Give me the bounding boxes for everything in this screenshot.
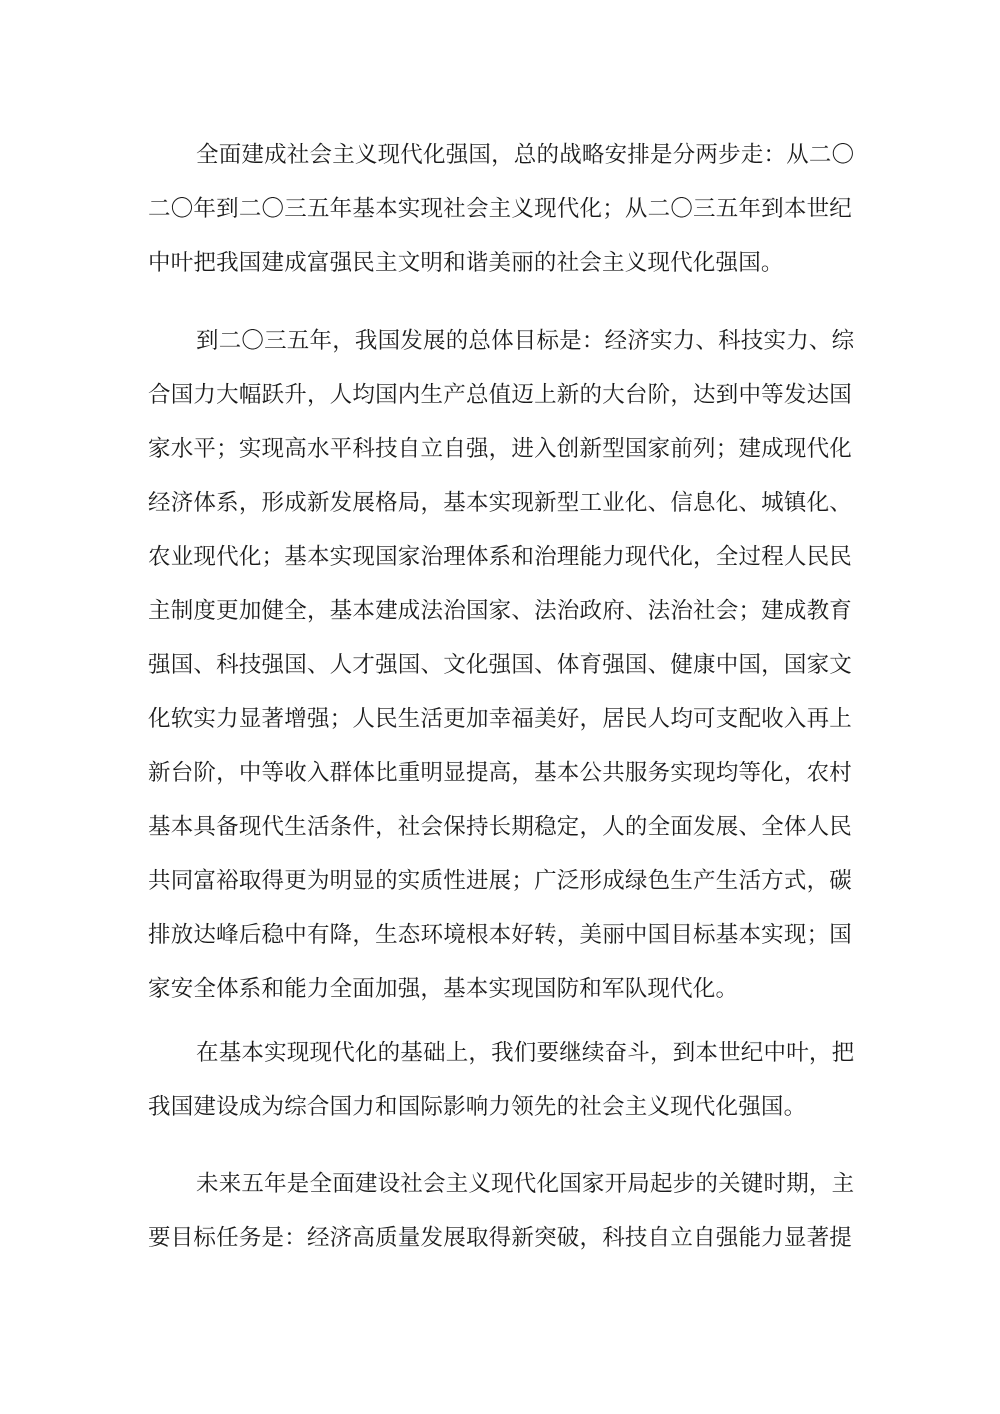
paragraph-mid-century-goal bbox=[148, 1026, 855, 1134]
text-line: 我国建设成为综合国力和国际影响力领先的社会主义现代化强国。 bbox=[148, 1094, 807, 1120]
text-line: 在基本实现现代化的基础上，我们要继续奋斗，到本世纪中叶，把 bbox=[196, 1040, 855, 1066]
text-line: 主制度更加健全，基本建成法治国家、法治政府、法治社会；建成教育 bbox=[148, 598, 852, 624]
text-line: 二〇年到二〇三五年基本实现社会主义现代化；从二〇三五年到本世纪 bbox=[148, 196, 852, 222]
text-line: 家水平；实现高水平科技自立自强，进入创新型国家前列；建成现代化 bbox=[148, 436, 852, 462]
text-line: 全面建成社会主义现代化强国，总的战略安排是分两步走：从二〇 bbox=[196, 142, 855, 168]
text-line: 要目标任务是：经济高质量发展取得新突破，科技自立自强能力显著提 bbox=[148, 1225, 852, 1251]
text-line: 到二〇三五年，我国发展的总体目标是：经济实力、科技实力、综 bbox=[196, 328, 855, 354]
text-line: 合国力大幅跃升，人均国内生产总值迈上新的大台阶，达到中等发达国 bbox=[148, 382, 852, 408]
paragraph-next-five-years bbox=[148, 1157, 855, 1265]
text-line: 未来五年是全面建设社会主义现代化国家开局起步的关键时期，主 bbox=[196, 1171, 855, 1197]
text-line: 基本具备现代生活条件，社会保持长期稳定，人的全面发展、全体人民 bbox=[148, 814, 852, 840]
text-line: 强国、科技强国、人才强国、文化强国、体育强国、健康中国，国家文 bbox=[148, 652, 852, 678]
text-line: 经济体系，形成新发展格局，基本实现新型工业化、信息化、城镇化、 bbox=[148, 490, 852, 516]
paragraph-two-step-strategy bbox=[148, 128, 855, 290]
text-line: 排放达峰后稳中有降，生态环境根本好转，美丽中国目标基本实现；国 bbox=[148, 922, 852, 948]
text-line: 共同富裕取得更为明显的实质性进展；广泛形成绿色生产生活方式，碳 bbox=[148, 868, 852, 894]
text-line: 新台阶，中等收入群体比重明显提高，基本公共服务实现均等化，农村 bbox=[148, 760, 852, 786]
text-line: 家安全体系和能力全面加强，基本实现国防和军队现代化。 bbox=[148, 976, 739, 1002]
text-line: 农业现代化；基本实现国家治理体系和治理能力现代化，全过程人民民 bbox=[148, 544, 852, 570]
text-line: 化软实力显著增强；人民生活更加幸福美好，居民人均可支配收入再上 bbox=[148, 706, 852, 732]
paragraph-2035-goals bbox=[148, 314, 855, 1016]
text-line: 中叶把我国建成富强民主文明和谐美丽的社会主义现代化强国。 bbox=[148, 250, 784, 276]
